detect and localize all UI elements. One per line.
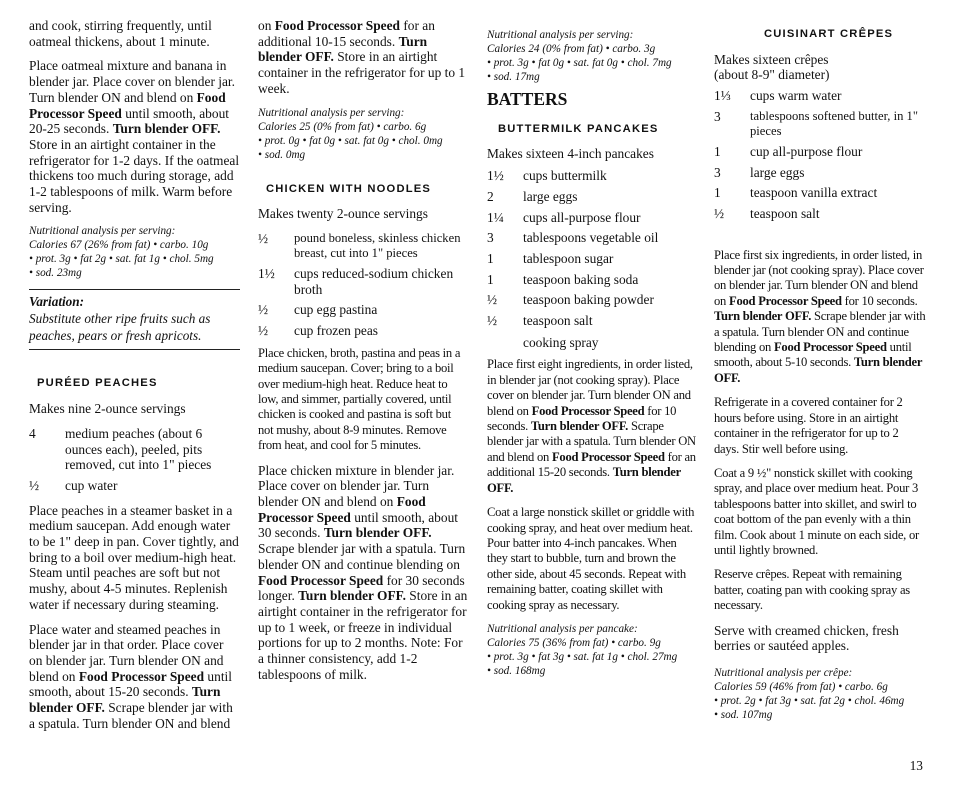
peaches-blend-step: Place water and steamed peaches in blender jar in that order. Place cover on blender jar. Turn blender ON and blend on Food Processor Speed until smooth, about 15-20 seconds. Turn blender OFF. Scrape blender jar with a spatula. Turn blender ON and blend — [29, 621, 233, 731]
pancakes-yield: Makes sixteen 4-inch pancakes — [487, 146, 654, 162]
ingredient-row: cooking spray — [523, 334, 599, 350]
column-4 — [714, 27, 926, 731]
oatmeal-blend-step: Place oatmeal mixture and banana in blender jar. Place cover on blender jar. Turn blender ON and blend on Food Processor Speed until smooth, about 20-25 seconds. Turn blender OFF. Store in an airtight container in the refrigerator for 1-2 days. If the oatmeal thickens too much during storage, add 1-2 tablespoons of milk. Warm before serving. — [29, 58, 240, 215]
column-3 — [487, 28, 698, 687]
ingredient-row: ½ teaspoon salt — [487, 313, 593, 329]
variation-heading: Variation: — [29, 294, 84, 310]
ingredient-row: 1 tablespoon sugar — [487, 250, 614, 266]
ingredient-row: 1¼ cups all-purpose flour — [487, 209, 641, 225]
recipe-title-chicken-with-noodles: CHICKEN WITH NOODLES — [266, 182, 432, 195]
ingredient-row: ½ cup egg pastina — [258, 302, 378, 318]
chicken-yield: Makes twenty 2-ounce servings — [258, 206, 428, 222]
ingredient-row: 1 teaspoon vanilla extract — [714, 185, 878, 201]
recipe-title-buttermilk-pancakes: BUTTERMILK PANCAKES — [498, 122, 659, 135]
ingredient-row: 1 cup all-purpose flour — [714, 143, 863, 159]
pancakes-blend-step: Place first eight ingredients, in order listed, in blender jar (not cooking spray). Place cover on blender jar. Turn blender ON and blend on Food Processor Speed for 10 seconds. Turn blender OFF. Scrape blender jar with a spatula. Turn blender ON and blend on Food Processor Speed for an additional 15-20 seconds. Turn blender OFF. — [487, 357, 696, 495]
pancakes-cook-step: Coat a large nonstick skillet or griddle with cooking spray, and heat over medium heat. Pour batter into 4-inch pancakes. When they start to bubble, turn and brown the other side, about 45 seconds. Repeat with remaining batter, coating skillet with cooking spray as necessary. — [487, 505, 695, 612]
ingredient-row: 1 teaspoon baking soda — [487, 271, 639, 287]
ingredient-row: 3 large eggs — [714, 164, 805, 180]
crepes-cook-step: Coat a 9 ½" nonstick skillet with cooking spray, and place over medium heat. Pour 3 tablespoons batter into skillet, and swirl to coat bottom of the pan evenly with a thin film. Cook about 1 minute on each side, or until lightly browned. — [714, 465, 919, 557]
ingredient-row: 3 tablespoons softened butter, in 1" pieces — [714, 108, 918, 138]
section-heading-batters: BATTERS — [487, 89, 568, 109]
peaches-yield: Makes nine 2-ounce servings — [29, 401, 186, 417]
crepes-serve-step: Serve with creamed chicken, fresh berries or sautéed apples. — [714, 622, 899, 654]
oatmeal-nutrition: Nutritional analysis per serving: Calories 67 (26% from fat) • carbo. 10g • prot. 3g • fat 2g • sat. fat 1g • chol. 5mg • sod. 23mg — [29, 225, 214, 280]
crepes-refrigerate-step: Refrigerate in a covered container for 2 hours before using. Store in an airtight container in the refrigerator for up to 2 days. Stir well before using. — [714, 395, 903, 456]
ingredient-row: 1⅓ cups warm water — [714, 88, 842, 104]
page-number: 13 — [909, 758, 923, 773]
ingredient-row: 3 tablespoons vegetable oil — [487, 230, 659, 246]
chicken-blend-step: Place chicken mixture in blender jar. Place cover on blender jar. Turn blender ON and blend on Food Processor Speed until smooth, about 30 seconds. Turn blender OFF. Scrape blender jar with a spatula. Turn blender ON and continue blending on Food Processor Speed for 30 seconds longer. Turn blender OFF. Store in an airtight container in the refrigerator for up to 1 week, or freeze in individual portions for up to 2 months. Note: For a thinner consistency, add 1-2 tablespoons of milk. — [258, 462, 468, 682]
peaches-nutrition: Nutritional analysis per serving: Calories 25 (0% from fat) • carbo. 6g • prot. 0g • fat 0g • sat. fat 0g • chol. 0mg • sod. 0mg — [258, 106, 443, 161]
ingredient-row: 2 large eggs — [487, 188, 578, 204]
peaches-steam-step: Place peaches in a steamer basket in a medium saucepan. Add enough water to be 1" deep in pan. Cover tightly, and bring to a boil over medium-high heat. Steam until peaches are soft but not mushy, about 4-5 minutes. Replenish water if necessary during steaming. — [29, 502, 239, 612]
ingredient-row: ½ teaspoon baking powder — [487, 292, 654, 308]
ingredient-row: ½ cup water — [29, 477, 118, 493]
crepes-nutrition: Nutritional analysis per crêpe: Calories 59 (46% from fat) • carbo. 6g • prot. 2g • fat 3g • sat. fat 2g • chol. 46mg • sod. 107mg — [714, 666, 905, 721]
column-2 — [258, 18, 469, 691]
chicken-cook-step: Place chicken, broth, pastina and peas in a medium saucepan. Cover; bring to a boil over medium-high heat. Reduce heat to low, and simmer, partially covered, until chicken is cooked and pastina is soft but not mushy, about 8-9 minutes. Remove from heat, and cool for 5 minutes. — [258, 345, 461, 453]
recipe-title-cuisinart-crepes: CUISINART CRÊPES — [764, 28, 894, 40]
crepes-blend-step: Place first six ingredients, in order listed, in blender jar (not cooking spray). Place cover on blender jar. Turn blender ON and blend on Food Processor Speed for 10 seconds. Turn blender OFF. Scrape blender jar with a spatula. Turn blender ON and continue blending on Food Processor Speed until smooth, about 5-10 seconds. Turn blender OFF. — [714, 247, 926, 385]
recipe-title-pureed-peaches: PURÉED PEACHES — [37, 377, 158, 390]
pancakes-nutrition: Nutritional analysis per pancake: Calories 75 (36% from fat) • carbo. 9g • prot. 3g • fat 3g • sat. fat 1g • chol. 27mg • sod. 168mg — [487, 622, 678, 677]
crepes-yield: Makes sixteen crêpes (about 8-9" diameter) — [714, 51, 830, 83]
ingredient-row: ½ cup frozen peas — [258, 323, 379, 339]
variation-text: Substitute other ripe fruits such as peaches, pears or fresh apricots. — [29, 311, 211, 344]
column-1 — [29, 18, 240, 741]
ingredient-row: ½ teaspoon salt — [714, 205, 820, 221]
peaches-blend-step-cont: on Food Processor Speed for an additional 10-15 seconds. Turn blender OFF. Store in an airtight container in the refrigerator for up to 1 week. — [258, 18, 466, 96]
ingredient-row: 4 medium peaches (about 6 ounces each), peeled, pits removed, cut into 1" pieces — [29, 425, 212, 473]
oatmeal-step-end: and cook, stirring frequently, until oatmeal thickens, about 1 minute. — [29, 18, 212, 49]
chicken-nutrition: Nutritional analysis per serving: Calories 24 (0% from fat) • carbo. 3g • prot. 3g • fat 0g • sat. fat 0g • chol. 7mg • sod. 17mg — [487, 29, 672, 83]
ingredient-row: 1½ cups reduced-sodium chicken broth — [258, 265, 454, 297]
crepes-reserve-step: Reserve crêpes. Repeat with remaining batter, coating pan with cooking spray as necessary. — [714, 567, 910, 613]
variation-box — [29, 289, 240, 350]
ingredient-row: ½ pound boneless, skinless chicken breast, cut into 1" pieces — [258, 230, 461, 260]
ingredient-row: 1½ cups buttermilk — [487, 168, 607, 184]
